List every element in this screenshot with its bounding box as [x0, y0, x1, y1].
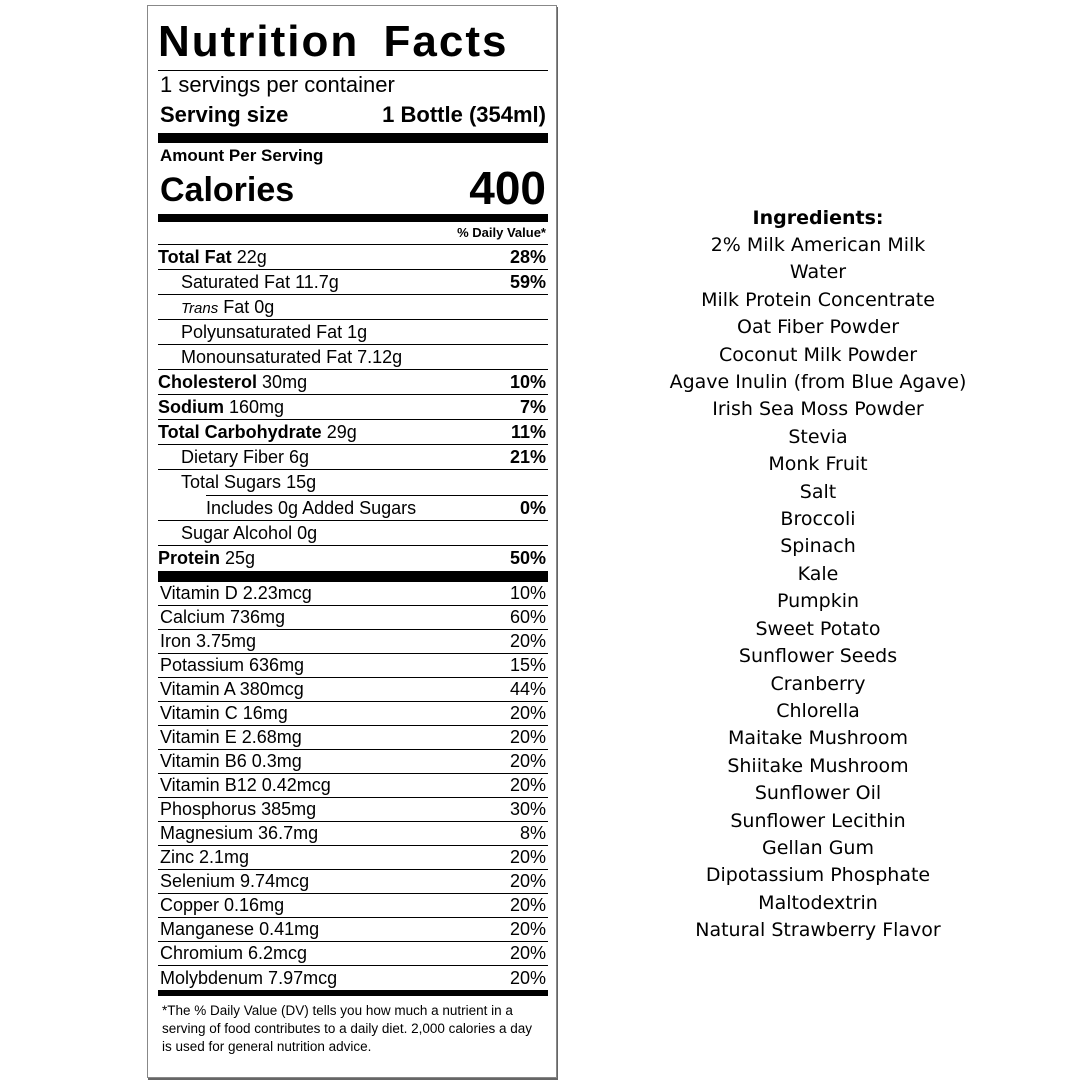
nutrient-row-trans-fat — [158, 295, 548, 320]
nutrient-name: Dietary Fiber — [181, 446, 285, 467]
vitamin-pct: 30% — [509, 799, 546, 819]
daily-value-header: % Daily Value* — [158, 222, 548, 245]
nutrient-row-total-sugars — [158, 470, 548, 495]
ingredient-item: Broccoli — [780, 508, 856, 531]
vitamin-pct: 20% — [509, 967, 546, 988]
vitamin-name: Chromium 6.2mcg — [160, 943, 308, 963]
nutrient-row-dietary-fiber — [158, 445, 548, 470]
vitamin-row — [158, 750, 548, 774]
vitamin-pct: 20% — [509, 847, 546, 867]
nutrient-pct: 28% — [509, 246, 546, 267]
nutrient-name: Includes 0g Added Sugars — [206, 497, 417, 518]
vitamin-pct: 20% — [509, 631, 546, 651]
nutrient-row-total-carbohydrate — [158, 420, 548, 445]
ingredient-item: Agave Inulin (from Blue Agave) — [669, 371, 967, 394]
ingredient-item: Chlorella — [776, 699, 860, 722]
vitamin-name: Potassium 636mg — [160, 655, 305, 675]
vitamin-row — [158, 774, 548, 798]
vitamin-name: Vitamin B12 0.42mcg — [160, 775, 331, 795]
vitamin-pct: 20% — [509, 775, 546, 795]
ingredients-list — [640, 204, 996, 945]
ingredient-item: Sweet Potato — [755, 617, 881, 640]
nutrient-amount: 11.7g — [295, 271, 339, 292]
nutrient-name: Protein — [158, 548, 221, 568]
nutrient-pct: 7% — [519, 396, 546, 417]
ingredient-item: Dipotassium Phosphate — [705, 864, 931, 887]
nutrient-amount: 25g — [225, 548, 256, 568]
nutrient-name: Polyunsaturated Fat — [181, 321, 343, 342]
vitamin-row — [158, 822, 548, 846]
vitamin-row — [158, 870, 548, 894]
ingredient-item: Sunflower Seeds — [738, 645, 898, 668]
nutrient-pct: 21% — [509, 446, 546, 467]
vitamin-name: Phosphorus 385mg — [160, 799, 317, 819]
vitamin-row — [158, 630, 548, 654]
nutrient-name: Sugar Alcohol — [181, 522, 293, 543]
vitamin-name: Iron 3.75mg — [160, 631, 257, 651]
ingredient-item: Salt — [799, 480, 837, 503]
vitamin-pct: 20% — [509, 751, 546, 771]
calories-row — [158, 162, 548, 214]
ingredient-item: Oat Fiber Powder — [736, 316, 900, 339]
nutrient-name: Trans — [181, 299, 219, 317]
vitamin-row — [158, 798, 548, 822]
vitamin-name: Molybdenum 7.97mcg — [160, 967, 338, 988]
nutrient-name: Monounsaturated Fat — [181, 346, 353, 367]
ingredient-item: Spinach — [780, 535, 856, 558]
nutrient-amount: 6g — [289, 446, 310, 467]
vitamin-row — [158, 678, 548, 702]
nutrient-amount: 29g — [326, 421, 357, 442]
vitamin-name: Vitamin E 2.68mg — [160, 727, 302, 747]
vitamin-name: Magnesium 36.7mg — [160, 823, 319, 843]
vitamin-row — [158, 726, 548, 750]
nutrient-row-monounsaturated-fat — [158, 345, 548, 370]
nutrient-row-protein — [158, 546, 548, 571]
vitamin-row — [158, 942, 548, 966]
vitamin-pct: 20% — [509, 919, 546, 939]
ingredients-title: Ingredients: — [752, 207, 884, 229]
vitamin-pct: 20% — [509, 727, 546, 747]
vitamin-name: Selenium 9.74mcg — [160, 871, 310, 891]
nutrient-amount: 160mg — [229, 396, 285, 417]
nutrition-facts-inner — [158, 16, 548, 1056]
vitamin-row — [158, 582, 548, 606]
ingredient-item: Milk Protein Concentrate — [701, 288, 935, 311]
vitamin-row — [158, 702, 548, 726]
nutrient-pct: 50% — [509, 548, 546, 568]
nutrient-name: Total Sugars — [181, 472, 282, 492]
vitamin-pct: 20% — [509, 871, 546, 891]
daily-value-footnote: *The % Daily Value (DV) tells you how much a nutrient in a serving of food contributes to a daily diet. 2,000 calories a day is used for general nutrition advice. — [162, 1003, 532, 1054]
nutrient-name: Cholesterol — [158, 371, 258, 392]
vitamin-name: Calcium 736mg — [160, 607, 286, 627]
vitamin-pct: 60% — [509, 607, 546, 627]
vitamin-row — [158, 606, 548, 630]
nutrient-pct: 11% — [510, 421, 546, 442]
vitamin-row — [158, 894, 548, 918]
ingredient-item: Cranberry — [770, 672, 866, 695]
nutrient-row-cholesterol — [158, 370, 548, 395]
calories-label: Calories — [160, 171, 295, 209]
vitamin-name: Copper 0.16mg — [160, 895, 285, 915]
nutrient-name: Total Fat — [158, 246, 232, 267]
thick-divider-3 — [158, 571, 548, 582]
vitamin-name: Vitamin C 16mg — [160, 703, 288, 723]
vitamin-pct: 10% — [509, 583, 546, 603]
serving-size-value: 1 Bottle (354ml) — [382, 102, 546, 127]
nutrient-amount: Fat 0g — [223, 296, 275, 317]
thick-divider — [158, 133, 548, 143]
vitamin-name: Vitamin A 380mcg — [160, 679, 304, 699]
ingredient-item: Monk Fruit — [768, 453, 868, 476]
nutrient-row-sodium — [158, 395, 548, 420]
ingredient-item: Natural Strawberry Flavor — [695, 919, 941, 942]
vitamin-pct: 8% — [519, 823, 546, 843]
ingredient-item: Sunflower Oil — [754, 782, 882, 805]
ingredient-item: Shiitake Mushroom — [727, 754, 909, 777]
vitamin-pct: 44% — [509, 679, 546, 699]
ingredient-item: Pumpkin — [776, 590, 860, 613]
calories-value: 400 — [469, 162, 546, 214]
serving-size-row — [158, 101, 548, 133]
ingredient-item: Sunflower Lecithin — [730, 809, 906, 832]
ingredient-item: Gellan Gum — [762, 836, 874, 859]
vitamin-pct: 20% — [509, 703, 546, 723]
nutrient-row-saturated-fat — [158, 270, 548, 295]
nutrient-name: Total Carbohydrate — [158, 421, 322, 442]
vitamin-row — [158, 918, 548, 942]
nutrient-amount: 1g — [347, 321, 368, 342]
ingredient-item: Stevia — [788, 425, 848, 448]
ingredient-item: Maltodextrin — [758, 891, 878, 914]
nutrient-amount: 30mg — [262, 371, 308, 392]
vitamin-pct: 15% — [509, 655, 546, 675]
thick-divider-2 — [158, 214, 548, 222]
nutrient-row-total-fat — [158, 245, 548, 270]
servings-per-container: 1 servings per container — [160, 72, 395, 97]
vitamin-pct: 20% — [509, 943, 546, 963]
nutrition-facts-label — [147, 5, 557, 1078]
ingredient-item: Kale — [797, 562, 839, 585]
nutrient-pct: 59% — [509, 271, 546, 292]
nutrient-pct: 0% — [519, 497, 546, 518]
nutrient-row-added-sugars — [158, 496, 548, 521]
nutrient-row-polyunsaturated-fat — [158, 320, 548, 345]
nutrient-row-sugar-alcohol — [158, 521, 548, 546]
ingredient-item: Coconut Milk Powder — [718, 343, 918, 366]
ingredient-item: Maitake Mushroom — [728, 727, 908, 750]
amount-per-serving: Amount Per Serving — [160, 146, 324, 165]
vitamin-row — [158, 846, 548, 870]
serving-size-label: Serving size — [160, 102, 289, 127]
vitamin-name: Vitamin B6 0.3mg — [160, 751, 302, 771]
ingredient-item: Water — [789, 261, 847, 284]
nutrient-amount: 15g — [286, 472, 317, 492]
vitamin-row — [158, 654, 548, 678]
ingredient-item: 2% Milk American Milk — [710, 234, 926, 256]
nutrient-name: Saturated Fat — [181, 271, 291, 292]
vitamin-name: Zinc 2.1mg — [160, 847, 250, 867]
ingredient-item: Irish Sea Moss Powder — [712, 398, 924, 421]
vitamin-row — [158, 966, 548, 990]
vitamin-name: Manganese 0.41mg — [160, 919, 320, 939]
label-title: Nutrition Facts — [158, 17, 509, 66]
nutrient-pct: 10% — [509, 371, 546, 392]
nutrient-amount: 22g — [236, 246, 267, 267]
vitamin-name: Vitamin D 2.23mcg — [160, 583, 312, 603]
nutrient-amount: 7.12g — [357, 346, 403, 367]
nutrient-name: Sodium — [158, 396, 224, 417]
nutrient-amount: 0g — [297, 522, 318, 543]
vitamin-pct: 20% — [509, 895, 546, 915]
